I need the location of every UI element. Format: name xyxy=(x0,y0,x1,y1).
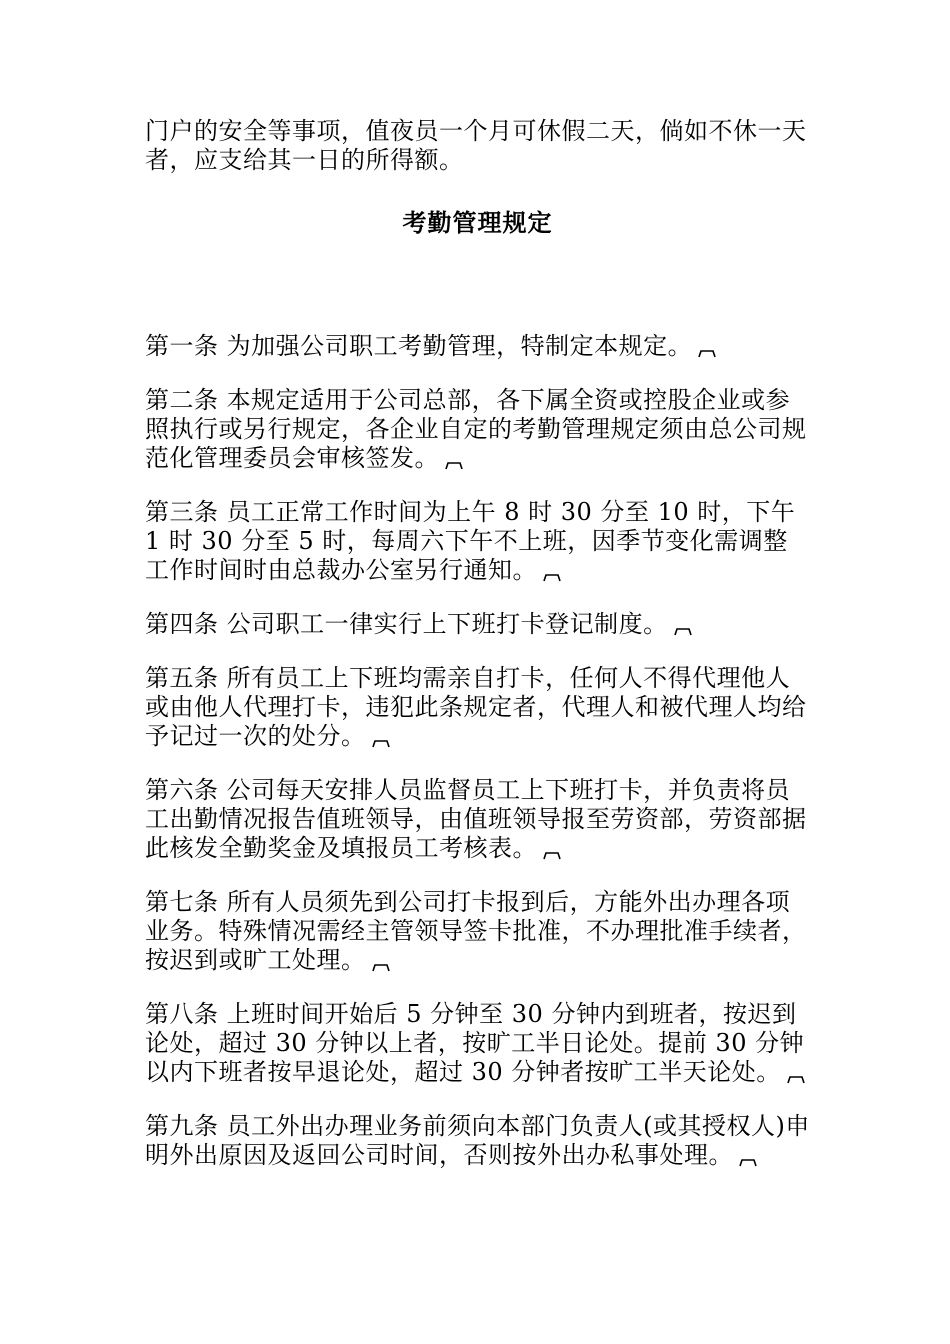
document-page xyxy=(145,117,810,1195)
article-4 xyxy=(145,610,810,639)
paragraph-mark-icon xyxy=(543,573,561,582)
document-title: 考勤管理规定 xyxy=(402,208,553,237)
article-text: 第六条 公司每天安排人员监督员工上下班打卡，并负责将员工出勤情况报告值班领导，由值班领导报至劳资部，劳资部据此核发全勤奖金及填报员工考核表。 xyxy=(145,776,807,862)
paragraph-mark-icon xyxy=(372,739,390,748)
article-text: 第七条 所有人员须先到公司打卡报到后，方能外出办理各项业务。特殊情况需经主管领导签卡批准，不办理批准手续者，按迟到或旷工处理。 xyxy=(145,888,807,974)
article-text: 第九条 员工外出办理业务前须向本部门负责人(或其授权人)申明外出原因及返回公司时间，否则按外出办私事处理。 xyxy=(145,1112,810,1169)
article-3 xyxy=(145,498,810,585)
paragraph-mark-icon xyxy=(372,963,390,972)
article-1 xyxy=(145,332,810,361)
paragraph-mark-icon xyxy=(739,1158,757,1167)
article-text: 第一条 为加强公司职工考勤管理，特制定本规定。 xyxy=(145,332,693,360)
article-8 xyxy=(145,1000,810,1087)
article-text: 第五条 所有员工上下班均需亲自打卡，任何人不得代理他人或由他人代理打卡，违犯此条规定者，代理人和被代理人均给予记过一次的处分。 xyxy=(145,664,807,750)
article-6 xyxy=(145,776,810,863)
article-5 xyxy=(145,664,810,751)
article-2 xyxy=(145,386,810,473)
paragraph-mark-icon xyxy=(543,851,561,860)
paragraph-mark-icon xyxy=(445,461,463,470)
paragraph-mark-icon xyxy=(674,627,692,636)
article-7 xyxy=(145,888,810,975)
article-text: 第二条 本规定适用于公司总部，各下属全资或控股企业或参照执行或另行规定，各企业自定的考勤管理规定须由总公司规范化管理委员会审核签发。 xyxy=(145,386,807,472)
paragraph-mark-icon xyxy=(787,1075,805,1084)
article-9 xyxy=(145,1112,810,1170)
paragraph-mark-icon xyxy=(698,349,716,358)
article-text: 第四条 公司职工一律实行上下班打卡登记制度。 xyxy=(145,610,668,638)
intro-paragraph: 门户的安全等事项，值夜员一个月可休假二天，倘如不休一天者，应支给其一日的所得额。 xyxy=(145,117,807,174)
article-text: 第八条 上班时间开始后 5 分钟至 30 分钟内到班者，按迟到论处，超过 30 分钟以上者，按旷工半日论处。提前 30 分钟以内下班者按早退论处，超过 30 分钟者按旷工半天论处。 xyxy=(145,1000,805,1086)
article-text: 第三条 员工正常工作时间为上午 8 时 30 分至 10 时，下午 1 时 30 分至 5 时，每周六下午不上班，因季节变化需调整工作时间时由总裁办公室另行通知。 xyxy=(145,498,796,584)
